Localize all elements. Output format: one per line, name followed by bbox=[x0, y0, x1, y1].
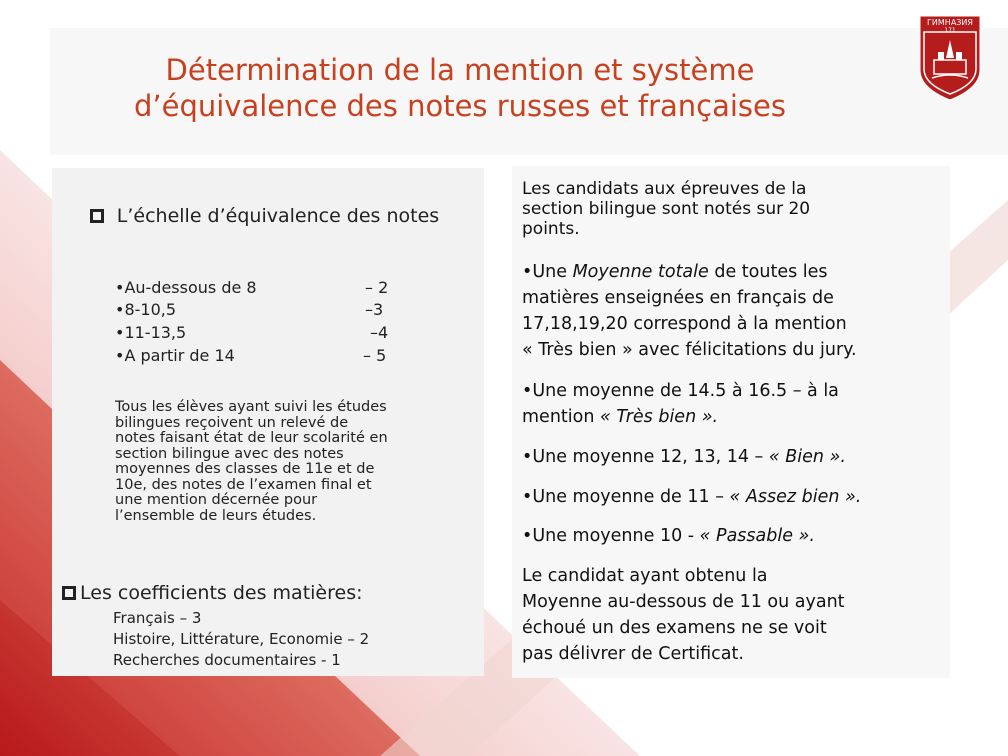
final-line: pas délivrer de Certificat. bbox=[522, 644, 744, 664]
scale-value: –4 bbox=[370, 323, 389, 342]
coef-line: Français – 3 bbox=[113, 609, 202, 627]
school-logo bbox=[918, 14, 982, 102]
scale-range: •11-13,5 bbox=[115, 323, 187, 342]
intro-line: section bilingue sont notés sur 20 bbox=[522, 199, 811, 219]
coef-line: Histoire, Littérature, Economie – 2 bbox=[113, 630, 370, 648]
paragraph-line: l’ensemble de leurs études. bbox=[115, 507, 317, 524]
intro-text bbox=[522, 179, 942, 239]
coef-list bbox=[113, 608, 369, 671]
scale-range: •8-10,5 bbox=[115, 300, 177, 319]
logo-text-1: ГИМНАЗИЯ bbox=[927, 18, 973, 27]
paragraph-line: moyennes des classes de 11e et de bbox=[115, 461, 375, 477]
bullet-italic: « Passable ». bbox=[699, 526, 815, 546]
final-note bbox=[522, 563, 942, 667]
bullet-text: de toutes les bbox=[708, 262, 828, 282]
logo-text-2: 171 bbox=[944, 27, 956, 34]
bullet-tres-bien bbox=[522, 378, 942, 430]
bullet-text: •Une moyenne de 11 – bbox=[522, 487, 730, 507]
title-line-2: d’équivalence des notes russes et françaises bbox=[133, 89, 786, 123]
bullet-text: •Une moyenne 12, 13, 14 – bbox=[522, 447, 769, 467]
scale-range: •A partir de 14 bbox=[115, 346, 235, 365]
checkbox-bullet-icon bbox=[62, 586, 76, 600]
intro-line: Les candidats aux épreuves de la bbox=[522, 179, 807, 199]
page-title bbox=[60, 52, 860, 124]
bullet-moyenne-totale bbox=[522, 259, 942, 363]
bullet-text: mention bbox=[522, 407, 600, 427]
title-line-1: Détermination de la mention et système bbox=[165, 53, 755, 87]
bilingual-paragraph bbox=[115, 400, 475, 524]
final-line: Le candidat ayant obtenu la bbox=[522, 566, 768, 586]
scale-heading-text: L’échelle d’équivalence des notes bbox=[116, 205, 440, 227]
bullet-line: matières enseignées en français de bbox=[522, 288, 834, 308]
bullet-italic: « Très bien ». bbox=[600, 407, 719, 427]
scale-value: – 5 bbox=[363, 346, 387, 365]
bullet-passable bbox=[522, 523, 942, 549]
final-line: échoué un des examens ne se voit bbox=[522, 618, 827, 638]
paragraph-line: 10e, des notes de l’examen final et bbox=[115, 476, 372, 493]
bullet-italic: « Bien ». bbox=[768, 447, 846, 467]
scale-value: – 2 bbox=[365, 278, 389, 297]
paragraph-line: section bilingue avec des notes bbox=[115, 445, 344, 462]
paragraph-line: Tous les élèves ayant suivi les études bbox=[115, 399, 387, 415]
checkbox-bullet-icon bbox=[90, 209, 104, 223]
bullet-text: •Une bbox=[522, 262, 573, 282]
scale-value: –3 bbox=[365, 300, 384, 319]
bullet-italic: « Assez bien ». bbox=[729, 487, 862, 507]
paragraph-line: bilingues reçoivent un relevé de bbox=[115, 414, 349, 431]
paragraph-line: une mention décernée pour bbox=[115, 492, 318, 508]
scale-range: •Au-dessous de 8 bbox=[115, 278, 257, 297]
bullet-line: 17,18,19,20 correspond à la mention bbox=[522, 314, 847, 334]
scale-heading bbox=[90, 205, 470, 227]
coef-heading-text: Les coefficients des matières: bbox=[80, 582, 363, 604]
bullet-bien bbox=[522, 444, 942, 470]
coef-line: Recherches documentaires - 1 bbox=[113, 651, 341, 669]
paragraph-line: notes faisant état de leur scolarité en bbox=[115, 430, 388, 446]
bullet-line: •Une moyenne de 14.5 à 16.5 – à la bbox=[522, 381, 839, 401]
bullet-assez-bien bbox=[522, 484, 942, 510]
coef-heading bbox=[62, 582, 462, 604]
bullet-line: « Très bien » avec félicitations du jury. bbox=[522, 340, 857, 360]
intro-line: points. bbox=[522, 219, 580, 239]
bullet-text: •Une moyenne 10 - bbox=[522, 526, 700, 546]
bullet-italic: Moyenne totale bbox=[572, 262, 709, 282]
final-line: Moyenne au-dessous de 11 ou ayant bbox=[522, 592, 845, 612]
